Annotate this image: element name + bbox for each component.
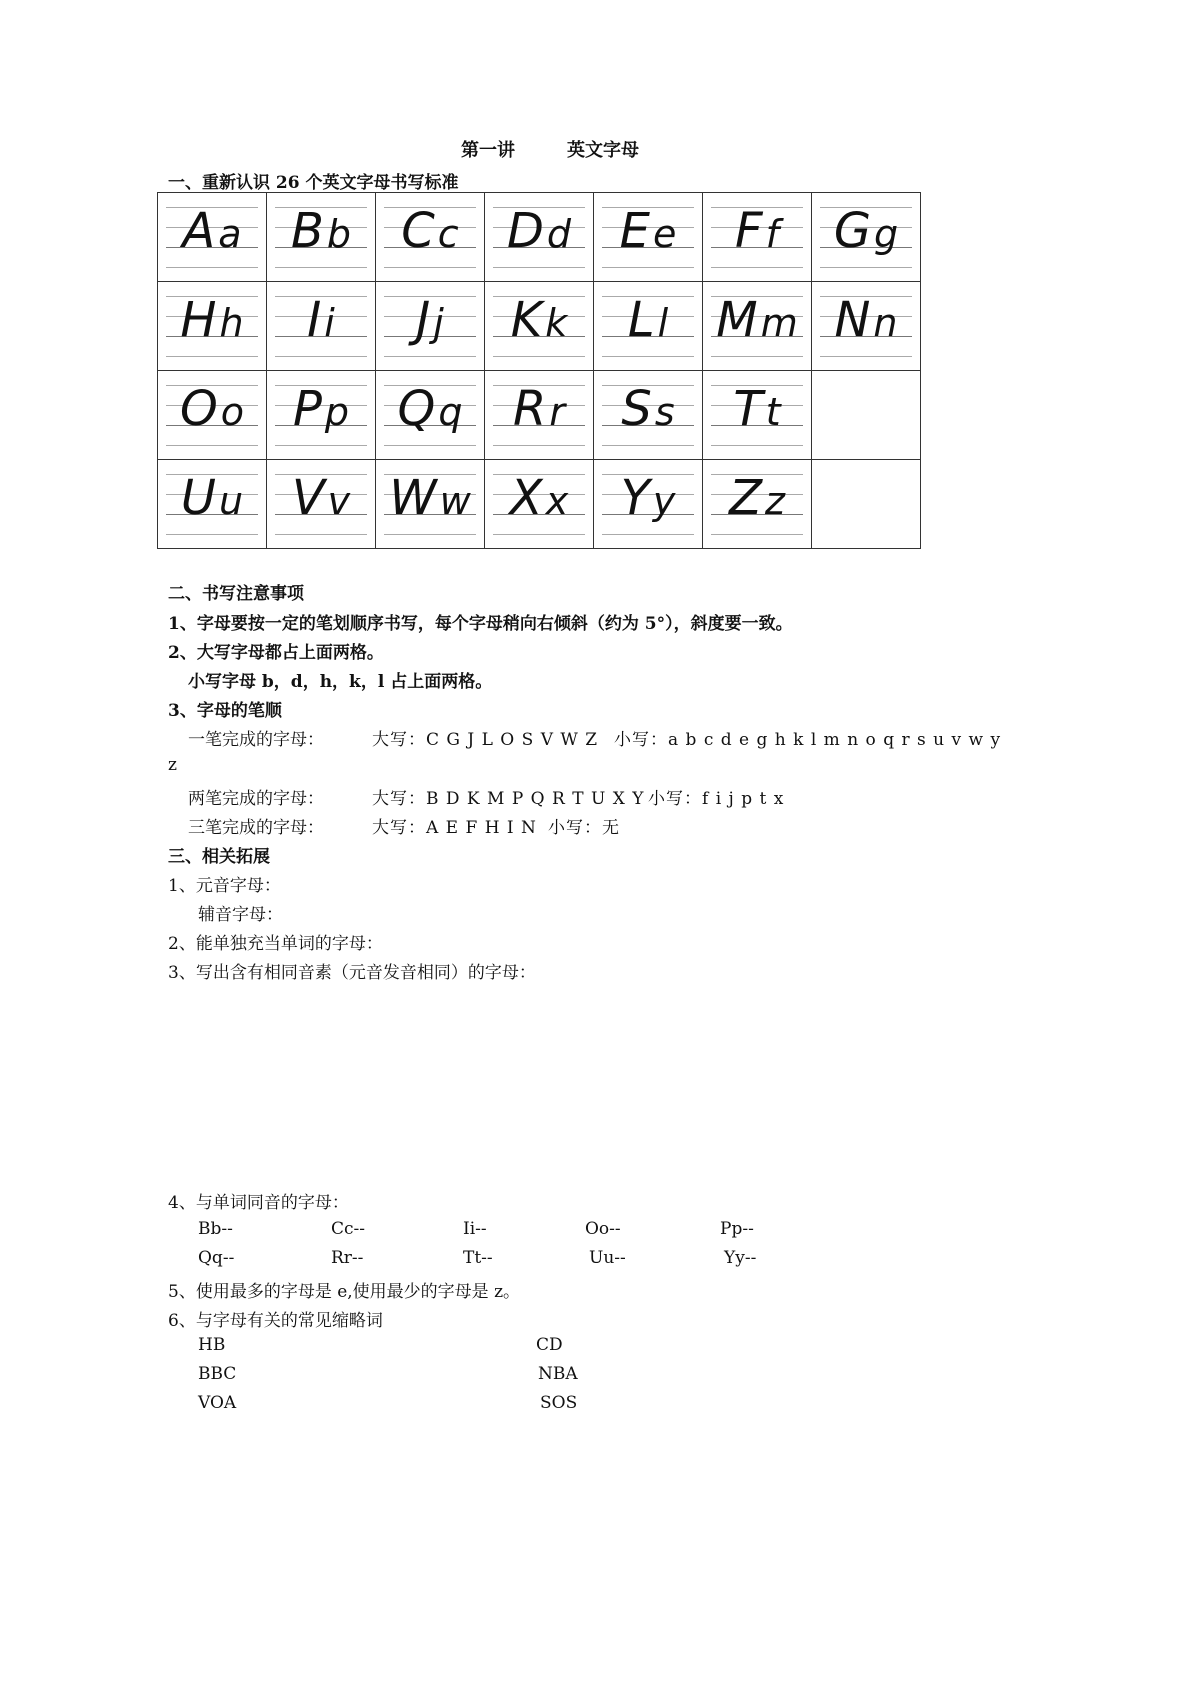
letter-cell — [267, 193, 376, 282]
lecture-number: 第一讲 — [461, 140, 515, 161]
lowercase-letter: m — [760, 301, 798, 345]
uppercase-letter: T — [733, 381, 763, 437]
lowercase-letter: a — [218, 212, 242, 256]
letter-cell — [267, 282, 376, 371]
letter-cell — [703, 460, 812, 549]
uppercase-letter: D — [506, 203, 544, 259]
lowercase-letter: l — [657, 301, 669, 345]
homophone-item: Ii-- — [463, 1219, 487, 1239]
letter-cell — [594, 282, 703, 371]
letter-cell — [485, 193, 594, 282]
uppercase-letter: M — [716, 292, 758, 348]
question-6: 6、与字母有关的常见缩略词 — [168, 1311, 383, 1331]
lowercase-letter: w — [439, 479, 471, 523]
letter-pair — [158, 470, 266, 526]
letter-cell — [812, 282, 921, 371]
homophone-item: Qq-- — [198, 1248, 235, 1268]
letter-cell — [485, 460, 594, 549]
letter-cell — [267, 460, 376, 549]
rule-2-lowercase: 小写字母 b，d，h，k，l 占上面两格。 — [188, 672, 493, 692]
uppercase-letter: R — [513, 381, 547, 437]
lowercase-letter: g — [874, 212, 899, 256]
lowercase-letter: n — [873, 301, 898, 345]
letter-cell — [703, 371, 812, 460]
lowercase-letter: u — [219, 479, 244, 523]
stroke-row-2-lower: 小写：f i j p t x — [648, 789, 785, 809]
lowercase-letter: s — [654, 390, 675, 434]
lowercase-letter: i — [324, 301, 335, 345]
section3-heading: 三、相关拓展 — [168, 847, 270, 867]
abbreviation: NBA — [538, 1364, 578, 1384]
abbreviation: SOS — [540, 1393, 578, 1413]
letter-cell — [485, 282, 594, 371]
uppercase-letter: U — [180, 470, 217, 526]
letter-cell — [158, 282, 267, 371]
lowercase-letter: e — [652, 212, 677, 256]
question-5: 5、使用最多的字母是 e,使用最少的字母是 z。 — [168, 1282, 521, 1302]
stroke-row-1-label: 一笔完成的字母： — [188, 730, 324, 750]
lowercase-letter: k — [545, 301, 568, 345]
empty-cell — [812, 371, 921, 460]
question-1b: 辅音字母： — [198, 905, 283, 925]
stroke-row-3-upper: 大写：A E F H I N — [372, 818, 537, 838]
uppercase-letter: C — [401, 203, 435, 259]
letter-pair — [158, 381, 266, 437]
uppercase-letter: B — [290, 203, 324, 259]
abbreviation: CD — [536, 1335, 563, 1355]
lowercase-letter: j — [433, 301, 444, 345]
uppercase-letter: G — [833, 203, 872, 259]
uppercase-letter: P — [292, 381, 322, 437]
letter-cell — [376, 193, 485, 282]
letter-pair — [485, 292, 593, 348]
rule-1: 1、字母要按一定的笔划顺序书写，每个字母稍向右倾斜（约为 5°），斜度要一致。 — [168, 614, 793, 634]
letter-cell — [594, 371, 703, 460]
stroke-row-2-upper: 大写：B D K M P Q R T U X Y — [372, 789, 645, 809]
letter-pair — [376, 203, 484, 259]
letter-pair — [376, 470, 484, 526]
uppercase-letter: X — [509, 470, 543, 526]
letter-cell — [376, 282, 485, 371]
letter-grid-row — [158, 460, 921, 549]
empty-cell — [812, 460, 921, 549]
letter-pair — [812, 292, 920, 348]
stroke-row-3-lower: 小写：无 — [548, 818, 620, 838]
homophone-item: Uu-- — [589, 1248, 626, 1268]
lowercase-letter: d — [546, 212, 572, 256]
stroke-row-1-upper: 大写：C G J L O S V W Z — [372, 730, 599, 750]
letter-grid-row — [158, 193, 921, 282]
lowercase-letter: t — [765, 390, 781, 434]
letter-grid — [157, 192, 921, 549]
letter-cell — [376, 460, 485, 549]
question-1: 1、元音字母： — [168, 876, 281, 896]
letter-pair — [158, 203, 266, 259]
letter-grid-row — [158, 282, 921, 371]
rule-2: 2、大写字母都占上面两格。 — [168, 643, 384, 663]
letter-pair — [594, 470, 702, 526]
homophone-item: Oo-- — [585, 1219, 621, 1239]
letter-cell — [703, 282, 812, 371]
stroke-row-3-label: 三笔完成的字母： — [188, 818, 324, 838]
letter-cell — [594, 460, 703, 549]
uppercase-letter: A — [182, 203, 216, 259]
uppercase-letter: S — [621, 381, 652, 437]
lowercase-letter: y — [652, 479, 676, 523]
stroke-row-1-lower: 小写：a b c d e g h k l m n o q r s u v w y — [614, 730, 1002, 750]
lowercase-letter: c — [437, 212, 459, 256]
lowercase-letter: f — [765, 212, 779, 256]
letter-cell — [703, 193, 812, 282]
letter-cell — [376, 371, 485, 460]
abbreviation: BBC — [198, 1364, 237, 1384]
uppercase-letter: W — [389, 470, 437, 526]
letter-pair — [376, 381, 484, 437]
question-4: 4、与单词同音的字母： — [168, 1193, 349, 1213]
lecture-topic: 英文字母 — [567, 140, 639, 161]
letter-grid-row — [158, 371, 921, 460]
letter-cell — [158, 193, 267, 282]
lowercase-letter: r — [549, 390, 565, 434]
uppercase-letter: V — [291, 470, 325, 526]
homophone-item: Yy-- — [724, 1248, 757, 1268]
uppercase-letter: F — [735, 203, 763, 259]
uppercase-letter: I — [307, 292, 322, 348]
question-3: 3、写出含有相同音素（元音发音相同）的字母： — [168, 963, 536, 983]
letter-pair — [703, 292, 811, 348]
lowercase-letter: o — [220, 390, 245, 434]
letter-pair — [376, 292, 484, 348]
stroke-row-1-wrap: z — [168, 755, 177, 775]
page-title — [0, 136, 1100, 162]
letter-pair — [703, 381, 811, 437]
uppercase-letter: N — [834, 292, 871, 348]
lowercase-letter: v — [327, 479, 351, 523]
uppercase-letter: Y — [620, 470, 650, 526]
section1-heading: 一、重新认识 26 个英文字母书写标准 — [168, 173, 459, 193]
letter-pair — [158, 292, 266, 348]
homophone-item: Pp-- — [720, 1219, 754, 1239]
letter-pair — [267, 203, 375, 259]
letter-cell — [267, 371, 376, 460]
section2-heading: 二、书写注意事项 — [168, 584, 304, 604]
homophone-item: Rr-- — [331, 1248, 364, 1268]
letter-cell — [158, 460, 267, 549]
homophone-item: Cc-- — [331, 1219, 366, 1239]
letter-pair — [485, 470, 593, 526]
uppercase-letter: J — [416, 292, 431, 348]
uppercase-letter: Q — [397, 381, 436, 437]
letter-cell — [594, 193, 703, 282]
lowercase-letter: z — [764, 479, 785, 523]
letter-pair — [594, 381, 702, 437]
letter-pair — [703, 203, 811, 259]
letter-pair — [267, 292, 375, 348]
letter-pair — [267, 470, 375, 526]
uppercase-letter: Z — [729, 470, 762, 526]
abbreviation: HB — [198, 1335, 226, 1355]
letter-pair — [703, 470, 811, 526]
letter-cell — [485, 371, 594, 460]
lowercase-letter: p — [324, 390, 350, 434]
uppercase-letter: K — [510, 292, 543, 348]
letter-pair — [485, 203, 593, 259]
uppercase-letter: E — [619, 203, 650, 259]
homophone-item: Tt-- — [463, 1248, 493, 1268]
abbreviation: VOA — [198, 1393, 237, 1413]
question-2: 2、能单独充当单词的字母： — [168, 934, 383, 954]
lowercase-letter: h — [219, 301, 244, 345]
lowercase-letter: b — [326, 212, 352, 256]
letter-pair — [812, 203, 920, 259]
lowercase-letter: x — [545, 479, 569, 523]
stroke-row-2-label: 两笔完成的字母： — [188, 789, 324, 809]
letter-pair — [594, 292, 702, 348]
letter-cell — [158, 371, 267, 460]
letter-pair — [485, 381, 593, 437]
lowercase-letter: q — [438, 390, 463, 434]
uppercase-letter: H — [180, 292, 217, 348]
homophone-item: Bb-- — [198, 1219, 233, 1239]
rule-3: 3、字母的笔顺 — [168, 701, 282, 721]
letter-pair — [594, 203, 702, 259]
letter-pair — [267, 381, 375, 437]
uppercase-letter: L — [627, 292, 655, 348]
uppercase-letter: O — [179, 381, 218, 437]
letter-cell — [812, 193, 921, 282]
